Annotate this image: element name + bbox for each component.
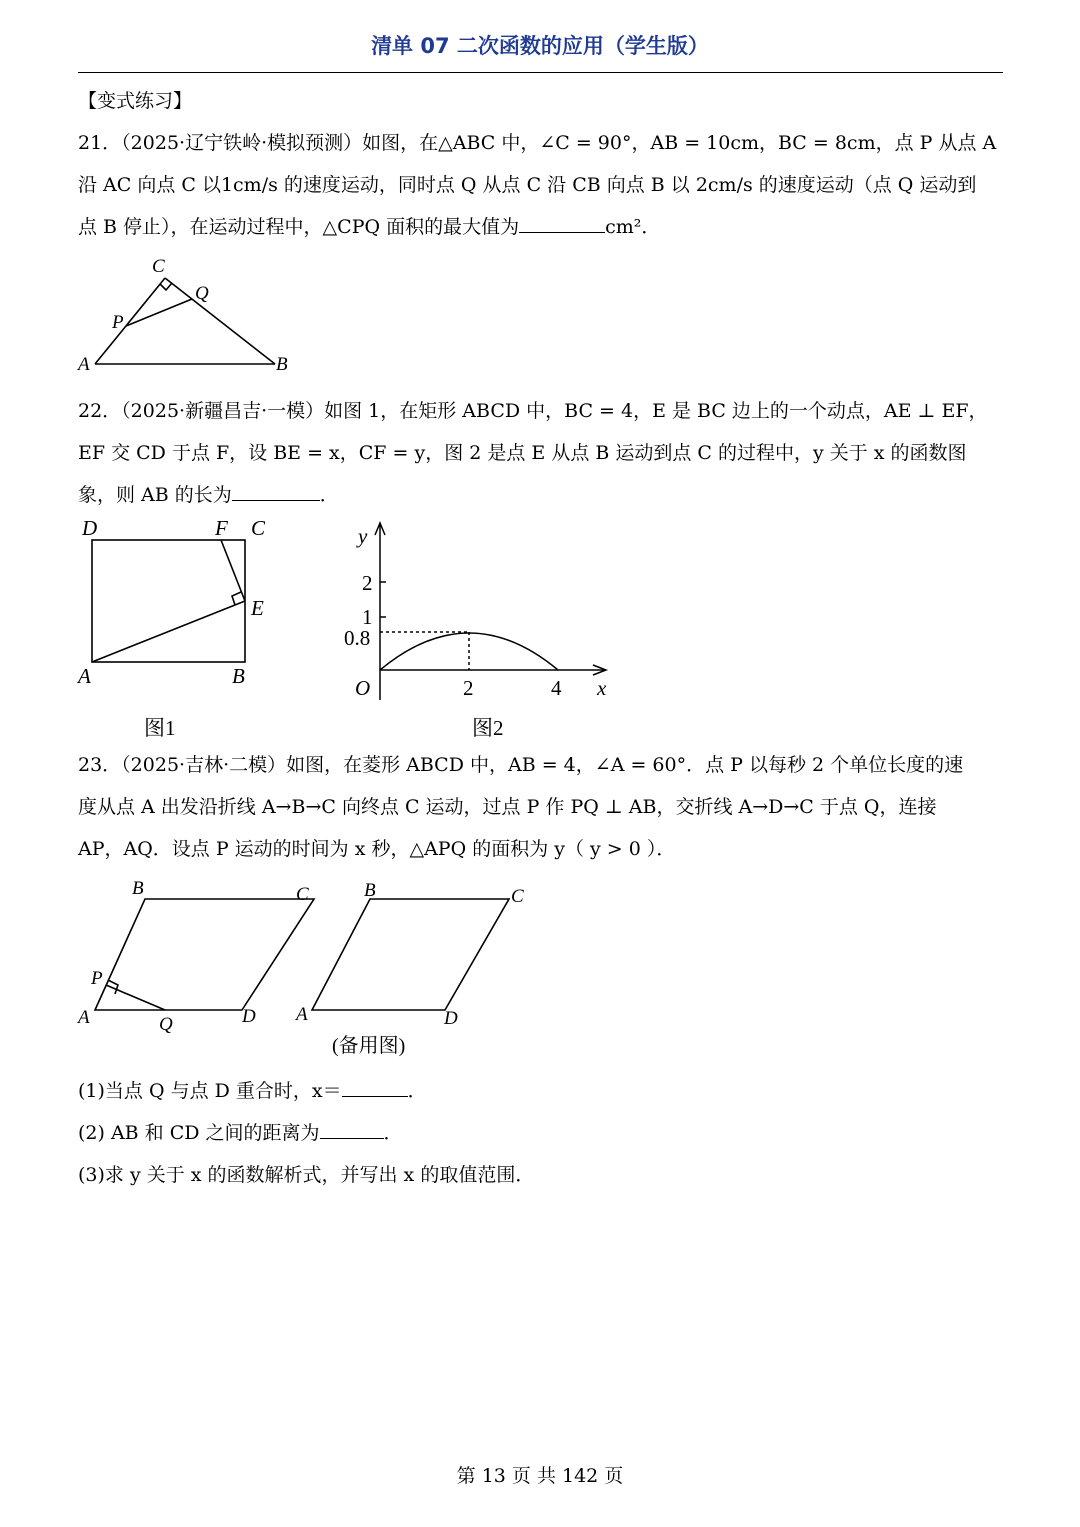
q22-fig1-label-d: D <box>82 516 98 540</box>
q23-fig2-label-a: A <box>296 1004 308 1025</box>
q23-sub-2-end: ． <box>383 1122 403 1144</box>
q23-sub-2-blank <box>320 1138 384 1139</box>
q21-label-q: Q <box>195 283 209 304</box>
q23-sub-3: (3)求 y 关于 x 的函数解析式，并写出 x 的取值范围． <box>78 1164 535 1186</box>
q23-sub-1 <box>78 1078 1003 1104</box>
q23-sub-1-text: (1)当点 Q 与点 D 重合时，x＝ <box>78 1080 342 1102</box>
page-footer: 第 13 页 共 142 页 <box>456 1465 624 1487</box>
q22-fig1-label-c: C <box>251 516 266 540</box>
q22-fig2-caption: 图2 <box>472 716 504 740</box>
q22-function-graph <box>330 515 630 745</box>
q22-x-tick-2: 2 <box>463 676 474 700</box>
q22-fig1-caption: 图1 <box>144 716 176 740</box>
q23-sub-1-blank <box>342 1096 408 1097</box>
q22-y-tick-0.8: 0.8 <box>344 626 371 650</box>
q22-y-axis-label: y <box>358 524 368 548</box>
q22-fig1-label-b: B <box>232 664 245 688</box>
q21-triangle-figure <box>70 252 310 377</box>
q23-sub-2-text: (2) AB 和 CD 之间的距离为 <box>78 1122 320 1144</box>
q21-label-p: P <box>112 312 124 333</box>
q23-line-1: 23．（2025·吉林·二模）如图，在菱形 ABCD 中，AB = 4，∠A = 60°．点 P 以每秒 2 个单位长度的速 <box>78 754 964 776</box>
q22-rectangle-figure <box>72 515 292 745</box>
q21-line-1: 21．（2025·辽宁铁岭·模拟预测）如图，在△ABC 中，∠C = 90°，AB = 10cm，BC = 8cm，点 P 从点 A <box>78 132 997 154</box>
q21-label-b: B <box>276 354 288 375</box>
q21-answer-blank <box>519 232 605 233</box>
q22-x-tick-4: 4 <box>551 676 562 700</box>
q21-line-3-unit: cm²． <box>605 216 661 238</box>
q23-sub-2 <box>78 1120 1003 1146</box>
q23-line-3: AP，AQ．设点 P 运动的时间为 x 秒，△APQ 的面积为 y（ y > 0 ）． <box>78 838 676 860</box>
q23-fig2-label-d: D <box>444 1008 458 1029</box>
q23-fig1-label-p: P <box>91 968 103 989</box>
q22-fig1-label-a: A <box>78 664 91 688</box>
q21-label-a: A <box>78 354 90 375</box>
q22-line-1: 22．（2025·新疆昌吉·一模）如图 1，在矩形 ABCD 中，BC = 4，E 是 BC 边上的一个动点，AE ⊥ EF， <box>78 400 988 422</box>
q22-line-3-end: ． <box>319 484 339 506</box>
q22-fig1-label-e: E <box>251 596 264 620</box>
q22-line-3-text: 象，则 AB 的长为 <box>78 484 232 506</box>
q22-x-axis-label: x <box>597 676 607 700</box>
q23-sub-1-end: ． <box>407 1080 427 1102</box>
q23-fig1-label-c: C <box>296 884 309 905</box>
q23-fig2-label-c: C <box>511 886 524 907</box>
q21-line-2: 沿 AC 向点 C 以1cm/s 的速度运动，同时点 Q 从点 C 沿 CB 向点 B 以 2cm/s 的速度运动（点 Q 运动到 <box>78 174 977 196</box>
q21-label-c: C <box>152 256 165 277</box>
page-header-title: 清单 07 二次函数的应用（学生版） <box>371 34 709 58</box>
q22-origin-label: O <box>355 676 371 700</box>
section-title: 【变式练习】 <box>78 90 193 112</box>
q23-fig2-caption: (备用图) <box>332 1035 406 1057</box>
q23-fig1-label-b: B <box>132 878 144 899</box>
header-rule <box>78 72 1003 73</box>
q21-line-3 <box>78 214 1003 240</box>
q22-answer-blank <box>232 500 320 501</box>
q22-y-tick-2: 2 <box>362 571 373 595</box>
q22-fig1-label-f: F <box>215 516 228 540</box>
q23-rhombus-figure <box>70 872 550 1062</box>
q21-line-3-text: 点 B 停止），在运动过程中，△CPQ 面积的最大值为 <box>78 216 520 238</box>
q23-fig1-label-a: A <box>78 1007 90 1028</box>
q22-y-tick-1: 1 <box>362 605 373 629</box>
q22-line-3 <box>78 482 1003 508</box>
q23-fig1-label-d: D <box>242 1006 256 1027</box>
q23-fig2-label-b: B <box>364 880 376 901</box>
q22-line-2: EF 交 CD 于点 F，设 BE = x，CF = y，图 2 是点 E 从点 B 运动到点 C 的过程中，y 关于 x 的函数图 <box>78 442 967 464</box>
q23-fig1-label-q: Q <box>159 1014 173 1035</box>
q23-line-2: 度从点 A 出发沿折线 A→B→C 向终点 C 运动，过点 P 作 PQ ⊥ AB，交折线 A→D→C 于点 Q，连接 <box>78 796 937 818</box>
